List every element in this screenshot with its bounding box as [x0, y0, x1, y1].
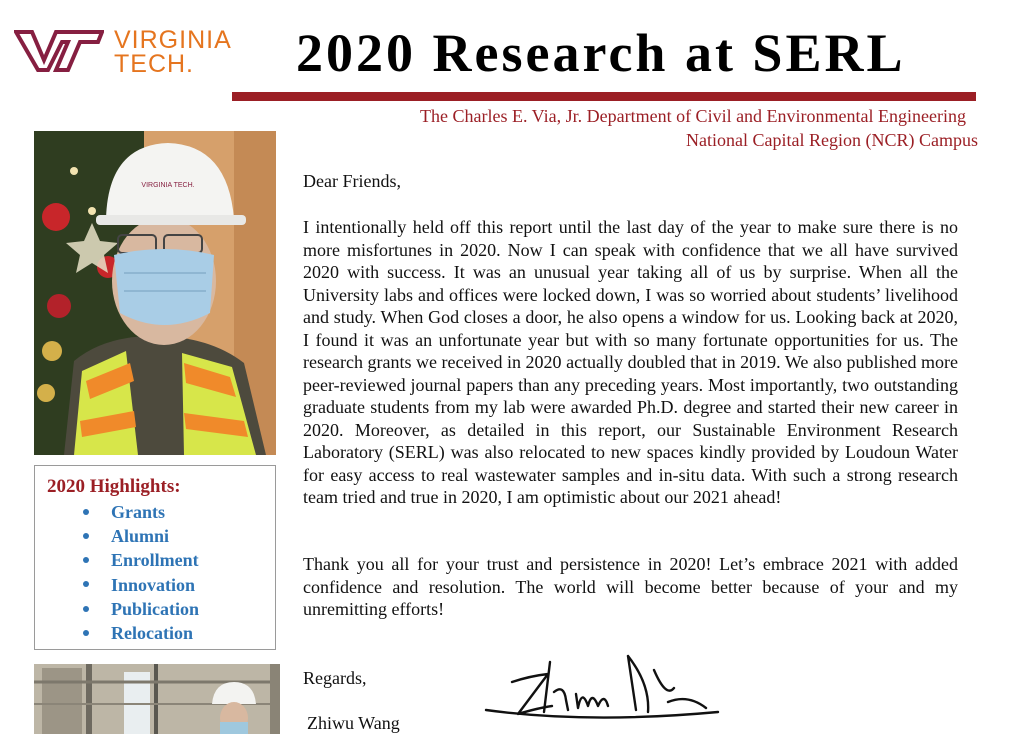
lab-photo — [34, 664, 280, 734]
highlights-title: 2020 Highlights: — [47, 476, 181, 497]
wordmark-line1: VIRGINIA — [114, 26, 232, 54]
highlight-item-innovation: Innovation — [83, 573, 199, 597]
highlight-item-relocation: Relocation — [83, 621, 199, 645]
page-title: 2020 Research at SERL — [296, 23, 906, 83]
highlights-box — [34, 465, 276, 650]
campus-name: National Capital Region (NCR) Campus — [686, 130, 978, 150]
bullet-icon — [83, 509, 89, 515]
bullet-icon — [83, 630, 89, 636]
portrait-photo — [34, 131, 276, 455]
letter-greeting: Dear Friends, — [303, 171, 401, 191]
highlight-item-alumni: Alumni — [83, 524, 199, 548]
virginia-tech-wordmark — [114, 28, 232, 76]
highlight-item-grants: Grants — [83, 500, 199, 524]
vt-logo-mark-icon — [14, 26, 104, 76]
letter-thanks-paragraph: Thank you all for your trust and persistence in 2020! Let’s embrace 2021 with added confidence and resolution. The world will become better because of your and my unremitting efforts! — [303, 554, 958, 619]
wordmark-line2: TECH. — [114, 50, 194, 78]
department-name: The Charles E. Via, Jr. Department of Civil and Environmental Engineering — [420, 106, 966, 126]
helmet-text: VIRGINIA TECH. — [141, 182, 195, 189]
letter-body-paragraph: I intentionally held off this report until the last day of the year to make sure there is no more misfortunes in 2020. Now I can speak with confidence that we all have survived 2020 with success. It was an unusual year taking all of us by surprise. When all the University labs and offices were locked down, I was so worried about students’ livelihood and study. When God closes a door, he also opens a window for us. Looking back at 2020, I found it was an unfortunate year but with so many fortunate opportunities for us. The research grants we received in 2020 actually doubled that in 2019. We also published more peer-reviewed journal papers than any preceding years. Most importantly, two outstanding graduate students from my lab were awarded Ph.D. degree and started their new career in 2020. Moreover, as detailed in this report, our Sustainable Environment Research Laboratory (SERL) was also relocated to new spaces kindly provided by Loudoun Water for easy access to real wastewater samples and in-situ data. With such a strong research team tried and true in 2020, I am optimistic about our 2021 ahead! — [303, 217, 958, 507]
highlights-list — [83, 500, 199, 645]
bullet-icon — [83, 606, 89, 612]
bullet-icon — [83, 581, 89, 587]
bullet-icon — [83, 557, 89, 563]
bullet-icon — [83, 533, 89, 539]
highlight-item-enrollment: Enrollment — [83, 548, 199, 572]
virginia-tech-logo — [14, 26, 244, 82]
handwritten-signature — [478, 648, 728, 726]
title-underline-bar — [232, 92, 976, 101]
signer-name: Zhiwu Wang — [307, 713, 400, 733]
highlight-item-publication: Publication — [83, 597, 199, 621]
letter-closing: Regards, — [303, 668, 367, 688]
